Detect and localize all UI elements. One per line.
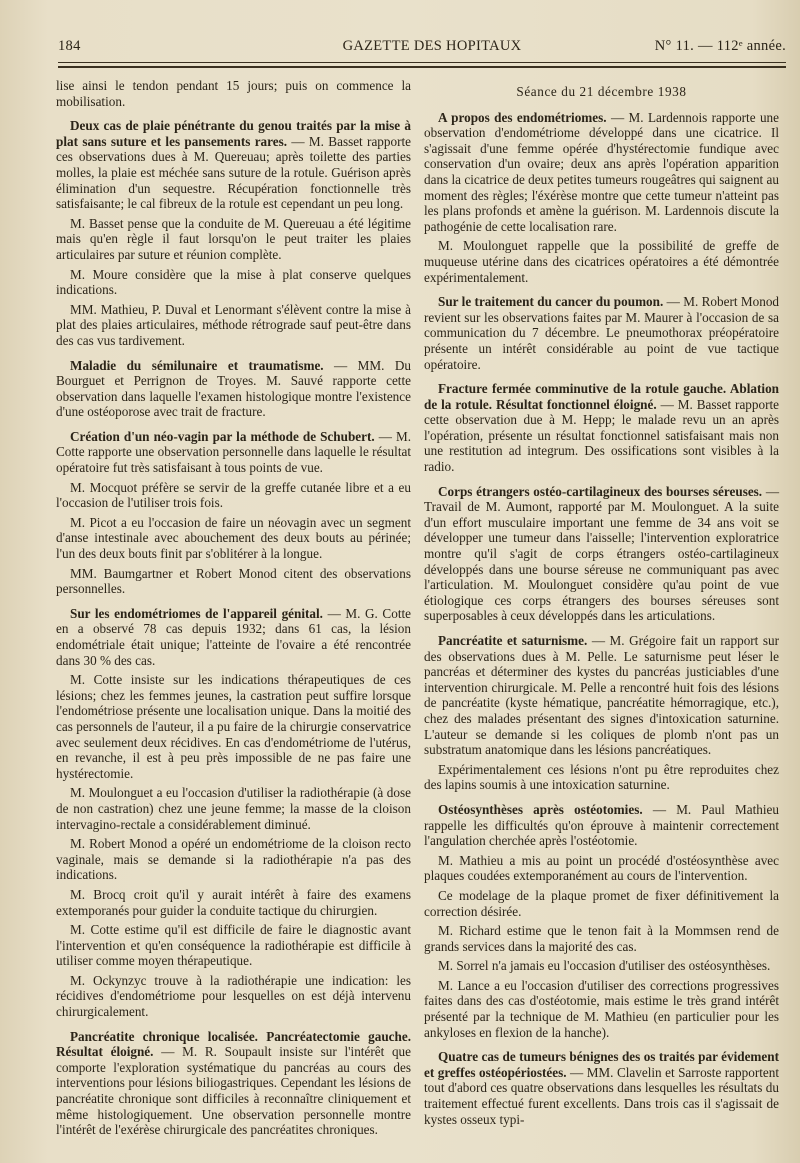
- paragraph-text: — M. Lardennois rapporte une observation d'endométriome développé dans une cicatrice. Il s'agissait d'une femme opérée d'hystérectomie fundique avec conservation d'un ovaire; deux ans après l'opération apparition dans la cicatrice de deux petites tumeurs rougeâtres qui saignent au moment des règles; l'éxérèse montre que cette tumeur n'atteint pas les plans profonds et amène la guérison. M. Lardennois discute la pathogénie de cette localisation rare.: [424, 109, 779, 234]
- paragraph: [56, 480, 411, 511]
- section-title: Pancréatite chronique localisée. Pancréatectomie gauche. Résultat éloigné.: [56, 1028, 411, 1060]
- session-heading: Séance du 21 décembre 1938: [516, 84, 687, 99]
- paragraph: [56, 672, 411, 781]
- paragraph-text: M. Picot a eu l'occasion de faire un néovagin avec un segment d'anse intestinale avec abouchement des deux bouts au périnée; l'un des deux bouts finit par s'oblitérer à la longue.: [56, 514, 411, 562]
- paragraph: [424, 978, 779, 1040]
- paragraph: [56, 216, 411, 263]
- paragraph: [424, 238, 779, 285]
- paragraph-text: MM. Baumgartner et Robert Monod citent des observations personnelles.: [56, 565, 411, 597]
- paragraph-text: Ce modelage de la plaque promet de fixer définitivement la correction désirée.: [424, 887, 779, 919]
- paragraph: [424, 294, 779, 372]
- section-title: Corps étrangers ostéo-cartilagineux des bourses séreuses.: [438, 483, 763, 499]
- paragraph: [424, 923, 779, 954]
- header-rule-top: [58, 62, 786, 63]
- paragraph-text: M. Ockynzyc trouve à la radiothérapie une indication: les récidives d'endométriome pour lesquelles on est déjà intervenu chirurgicalement.: [56, 972, 411, 1020]
- paragraph: [56, 922, 411, 969]
- paragraph-text: M. Cotte insiste sur les indications thérapeutiques de ces lésions; chez les femmes jeunes, la castration peut suffire lorsque l'endométriose présente une localisation unique. Dans la moitié des cas personnels de l'auteur, il a pu faire de la chirurgie conservatrice avec seulement deux récidives. En cas d'endométriome de l'utérus, en revanche, il est à peu près impossible de ne pas faire une hystérectomie.: [56, 672, 411, 781]
- paragraph: [56, 302, 411, 349]
- section-title: Création d'un néo-vagin par la méthode de Schubert.: [70, 428, 375, 444]
- section-title: Ostéosynthèses après ostéotomies.: [438, 801, 643, 817]
- paragraph-text: M. Moulonguet a eu l'occasion d'utiliser la radiothérapie (à dose de non castration) chez une jeune femme; la masse de la cloison intervagino-rectale a considérablement diminué.: [56, 785, 411, 832]
- section-title: A propos des endométriomes.: [438, 109, 607, 125]
- paragraph: [56, 887, 411, 918]
- paragraph-text: — M. Robert Monod revient sur les observations faites par M. Maurer à l'occasion de sa communication du 7 décembre. Le pneumothorax préopératoire présente un intérêt considérable au point de vue tactique opératoire.: [424, 294, 780, 372]
- paragraph: [424, 853, 779, 884]
- paragraph-text: — M. Basset rapporte ces observations dues à M. Quereuau; après toilette des parties molles, la plaie est méchée sans suture de la rotule. Guérison après élimination d'un sequestre. Récupération fonctionnelle très satisfaisante; le cal fibreux de la rotule est cependant un peu long.: [56, 133, 411, 212]
- section-title: Fracture fermée comminutive de la rotule gauche. Ablation de la rotule. Résultat fonctionnel éloigné.: [424, 381, 779, 412]
- paragraph: [56, 836, 411, 883]
- paragraph: [424, 802, 779, 849]
- paragraph: [56, 1029, 411, 1138]
- section-title: Maladie du sémilunaire et traumatisme.: [70, 357, 324, 373]
- paragraph-text: M. Mocquot préfère se servir de la greffe cutanée libre et a eu l'occasion de l'utiliser trois fois.: [56, 479, 411, 511]
- paragraph-text: lise ainsi le tendon pendant 15 jours; puis on commence la mobilisation.: [56, 78, 411, 109]
- paragraph-text: M. Robert Monod a opéré un endométriome de la cloison recto vaginale, mais se demande si la radiothérapie n'a pas des indications.: [56, 836, 411, 883]
- paragraph-text: — M. Basset rapporte cette observation due à M. Hepp; le malade revu un an après l'opération, présente un résultat fonctionnel satisfaisant mais non une restitution ad integrum. Des ossifications sont visibles à la radio.: [424, 396, 779, 475]
- paragraph-text: — MM. Du Bourguet et Perrignon de Troyes. M. Sauvé rapporte cette observation dans laquelle l'examen histologique montre l'existence d'une ostéoporose avec trait de fracture.: [56, 357, 411, 420]
- issue-number: N° 11. — 112ᵉ année.: [654, 38, 786, 54]
- page-header: [58, 38, 786, 60]
- paragraph-text: — M. Paul Mathieu rappelle les difficultés qu'on éprouve à maintenir correctement l'angulation cherchée après l'ostéotomie.: [424, 801, 779, 849]
- paragraph: [56, 606, 411, 668]
- paragraph-text: M. Sorrel n'a jamais eu l'occasion d'utiliser des ostéosynthèses.: [438, 958, 771, 974]
- paragraph: [424, 110, 779, 235]
- right-column: [424, 78, 779, 1131]
- paragraph: [424, 1049, 779, 1127]
- paragraph: [56, 358, 411, 420]
- paragraph-text: M. Lance a eu l'occasion d'utiliser des corrections progressives faites dans des cas d'ostéotomie, mais estime le très grand intérêt présenté par la technique de M. Mathieu (en particulier pour les ankyloses en flexion de la hanche).: [424, 977, 779, 1040]
- paragraph-text: — MM. Clavelin et Sarroste rapportent tout d'abord ces quatre observations dans lesquelles les résultats du traitement effectué furent excellents. Dans trois cas il s'agissait de kystes osseux typi-: [424, 1064, 779, 1127]
- paragraph-text: — M. Cotte rapporte une observation personnelle dans laquelle le résultat opératoire fut très satisfaisant à tous points de vue.: [56, 428, 411, 476]
- paragraph: [56, 515, 411, 562]
- paragraph-text: MM. Mathieu, P. Duval et Lenormant s'élèvent contre la mise à plat des plaies articulaires, méthode rétrograde sauf peut-être dans des cas vus tardivement.: [56, 301, 411, 348]
- header-rule-bottom: [58, 66, 786, 68]
- paragraph: [424, 762, 779, 793]
- paragraph-text: M. Moulonguet rappelle que la possibilité de greffe de muqueuse utérine dans des cicatrices opératoires a été démontrée expérimentalement.: [424, 238, 779, 285]
- paragraph-text: M. Brocq croit qu'il y aurait intérêt à faire des examens extemporanés pour guider la conduite tactique du chirurgien.: [56, 886, 411, 918]
- paragraph-text: M. Basset pense que la conduite de M. Quereuau a été légitime mais qu'en règle il faut lorsqu'on le peut traiter les plaies articulaires par suture et réunion complète.: [56, 215, 411, 262]
- paragraph-text: Expérimentalement ces lésions n'ont pu être reproduites chez des lapins soumis à une intoxication saturnine.: [424, 761, 779, 793]
- section-title: Sur les endométriomes de l'appareil génital.: [70, 605, 323, 621]
- paragraph: [424, 381, 779, 475]
- paragraph: [424, 888, 779, 919]
- left-column: [56, 78, 411, 1142]
- paragraph: [424, 484, 779, 624]
- section-title: Sur le traitement du cancer du poumon.: [438, 294, 664, 310]
- section-title: Pancréatite et saturnisme.: [438, 633, 588, 648]
- paragraph: [56, 267, 411, 298]
- paragraph: [56, 973, 411, 1020]
- paragraph-text: — Travail de M. Aumont, rapporté par M. Moulonguet. A la suite d'un effort musculaire important une femme de 34 ans voit se développer une tumeur dans l'aisselle; l'intervention exploratrice montre qu'il s'agit de corps étrangers ostéo-cartilagineux développés dans une bourse séreuse ne communiquant pas avec l'articulation. M. Moulonguet considère qu'au point de vue étiologique ces corps étrangers des bourses séreuses sont superposables à ceux développés dans les articulations.: [424, 483, 779, 624]
- journal-title: GAZETTE DES HOPITAUX: [342, 38, 522, 54]
- paragraph-text: — M. R. Soupault insiste sur l'intérêt que comporte l'exploration systématique du pancréas au cours des interventions pour lésions biliogastriques. Cependant les lésions de pancréatite chronique sont difficiles à reconnaître cliniquement et même histologiquement. Une observation personnelle montre l'intérêt de l'exérèse chirurgicale des pancréatites chroniques.: [56, 1044, 411, 1138]
- paragraph-text: M. Cotte estime qu'il est difficile de faire le diagnostic avant l'intervention et qu'en conséquence la radiothérapie est difficile à utiliser comme moyen thérapeutique.: [56, 922, 411, 969]
- section-title: Quatre cas de tumeurs bénignes des os traités par évidement et greffes ostéopériostées.: [424, 1049, 779, 1080]
- paragraph: [56, 429, 411, 476]
- paragraph: [56, 118, 411, 212]
- paragraph-text: M. Richard estime que le tenon fait à la Mommsen rend de grands services dans la majorité des cas.: [424, 923, 779, 954]
- paragraph: [424, 633, 779, 758]
- paragraph-text: — M. Grégoire fait un rapport sur des observations dues à M. Pelle. Le saturnisme peut léser le pancréas et déterminer des kystes du pancréas justiciables d'une intervention chirurgicale. M. Pelle a rencontré huit fois des lésions de pancréatite (kyste hématique, pancréatite hémorragique, etc.), chez des malades présentant des signes d'intoxication saturnine. L'auteur se demande si les coliques de plomb n'ont pas un substratum anatomique dans les lésions pancréatiques.: [424, 633, 779, 758]
- paragraph: [56, 566, 411, 597]
- page-number: 184: [58, 38, 81, 54]
- paragraph-text: M. Mathieu a mis au point un procédé d'ostéosynthèse avec plaques coudées extemporanément au cours de l'intervention.: [424, 852, 779, 884]
- paragraph-text: M. Moure considère que la mise à plat conserve quelques indications.: [56, 266, 411, 298]
- paragraph: [56, 785, 411, 832]
- paragraph: [424, 958, 779, 974]
- section-title: Deux cas de plaie pénétrante du genou traités par la mise à plat sans suture et les pansements rares.: [56, 118, 411, 149]
- paragraph-text: — M. G. Cotte en a observé 78 cas depuis 1932; dans 61 cas, la lésion endométriale était unique; l'atteinte de l'ovaire a été rencontrée dans 30 % des cas.: [56, 605, 412, 668]
- right-column-body: [424, 110, 779, 1128]
- paragraph: [56, 78, 411, 109]
